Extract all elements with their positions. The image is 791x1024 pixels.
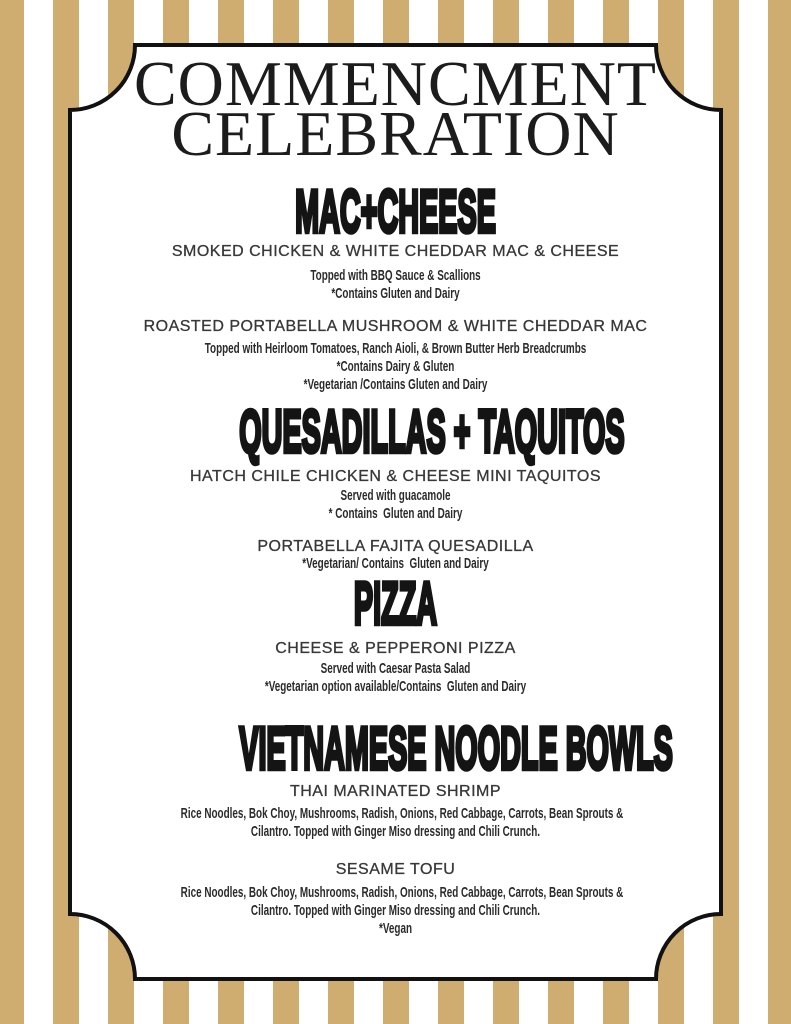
item-details-thai-marinated-shrimp xyxy=(70,805,721,841)
item-details-hatch-chile-taquitos xyxy=(70,487,721,523)
detail-line: *Contains Gluten and Dairy xyxy=(331,285,460,302)
item-details-smoked-chicken-mac xyxy=(70,267,721,303)
detail-line: *Vegan xyxy=(378,920,413,937)
item-name-roasted-portabella-mac: ROASTED PORTABELLA MUSHROOM & WHITE CHEDDAR MAC xyxy=(143,318,648,335)
section-header-vietnamese-noodle-bowls: VIETNAMESE NOODLE BOWLS xyxy=(239,715,673,782)
detail-line: Cilantro. Topped with Ginger Miso dressing and Chili Crunch. xyxy=(250,823,541,840)
detail-line: Served with guacamole xyxy=(340,487,451,504)
detail-line: Cilantro. Topped with Ginger Miso dressing and Chili Crunch. xyxy=(250,902,541,919)
item-details-cheese-pepperoni-pizza xyxy=(70,660,721,696)
detail-line: *Vegetarian/ Contains Gluten and Dairy xyxy=(302,555,489,572)
detail-line: Served with Caesar Pasta Salad xyxy=(320,660,471,677)
menu-card xyxy=(70,45,721,979)
detail-line: *Contains Dairy & Gluten xyxy=(336,358,455,375)
detail-line: Topped with Heirloom Tomatoes, Ranch Aioli, & Brown Butter Herb Breadcrumbs xyxy=(204,340,587,357)
item-name-thai-marinated-shrimp: THAI MARINATED SHRIMP xyxy=(289,783,502,800)
detail-line: Rice Noodles, Bok Choy, Mushrooms, Radish, Onions, Red Cabbage, Carrots, Bean Sprouts & xyxy=(180,884,624,901)
section-header-quesadillas-taquitos: QUESADILLAS + TAQUITOS xyxy=(239,398,625,465)
menu-title-line-1: COMMENCMENT xyxy=(133,48,658,119)
detail-line: *Vegetarian /Contains Gluten and Dairy xyxy=(303,376,488,393)
item-details-sesame-tofu xyxy=(70,884,721,938)
item-name-smoked-chicken-mac: SMOKED CHICKEN & WHITE CHEDDAR MAC & CHEESE xyxy=(171,243,620,260)
section-header-pizza: PIZZA xyxy=(353,570,438,637)
menu-title xyxy=(70,48,721,169)
item-name-hatch-chile-taquitos: HATCH CHILE CHICKEN & CHEESE MINI TAQUITOS xyxy=(190,468,601,485)
item-details-roasted-portabella-mac xyxy=(70,340,721,394)
section-header-mac-cheese: MAC+CHEESE xyxy=(295,178,496,245)
detail-line: *Vegetarian option available/Contains Gluten and Dairy xyxy=(264,678,527,695)
detail-line: Topped with BBQ Sauce & Scallions xyxy=(310,267,481,284)
item-name-portabella-fajita-quesadilla: PORTABELLA FAJITA QUESADILLA xyxy=(257,538,534,555)
item-name-sesame-tofu: SESAME TOFU xyxy=(335,861,456,878)
menu-title-line-2: CELEBRATION xyxy=(171,98,620,169)
item-name-cheese-pepperoni-pizza: CHEESE & PEPPERONI PIZZA xyxy=(275,640,516,657)
detail-line: Rice Noodles, Bok Choy, Mushrooms, Radish, Onions, Red Cabbage, Carrots, Bean Sprouts & xyxy=(180,805,624,822)
detail-line: * Contains Gluten and Dairy xyxy=(328,505,463,522)
